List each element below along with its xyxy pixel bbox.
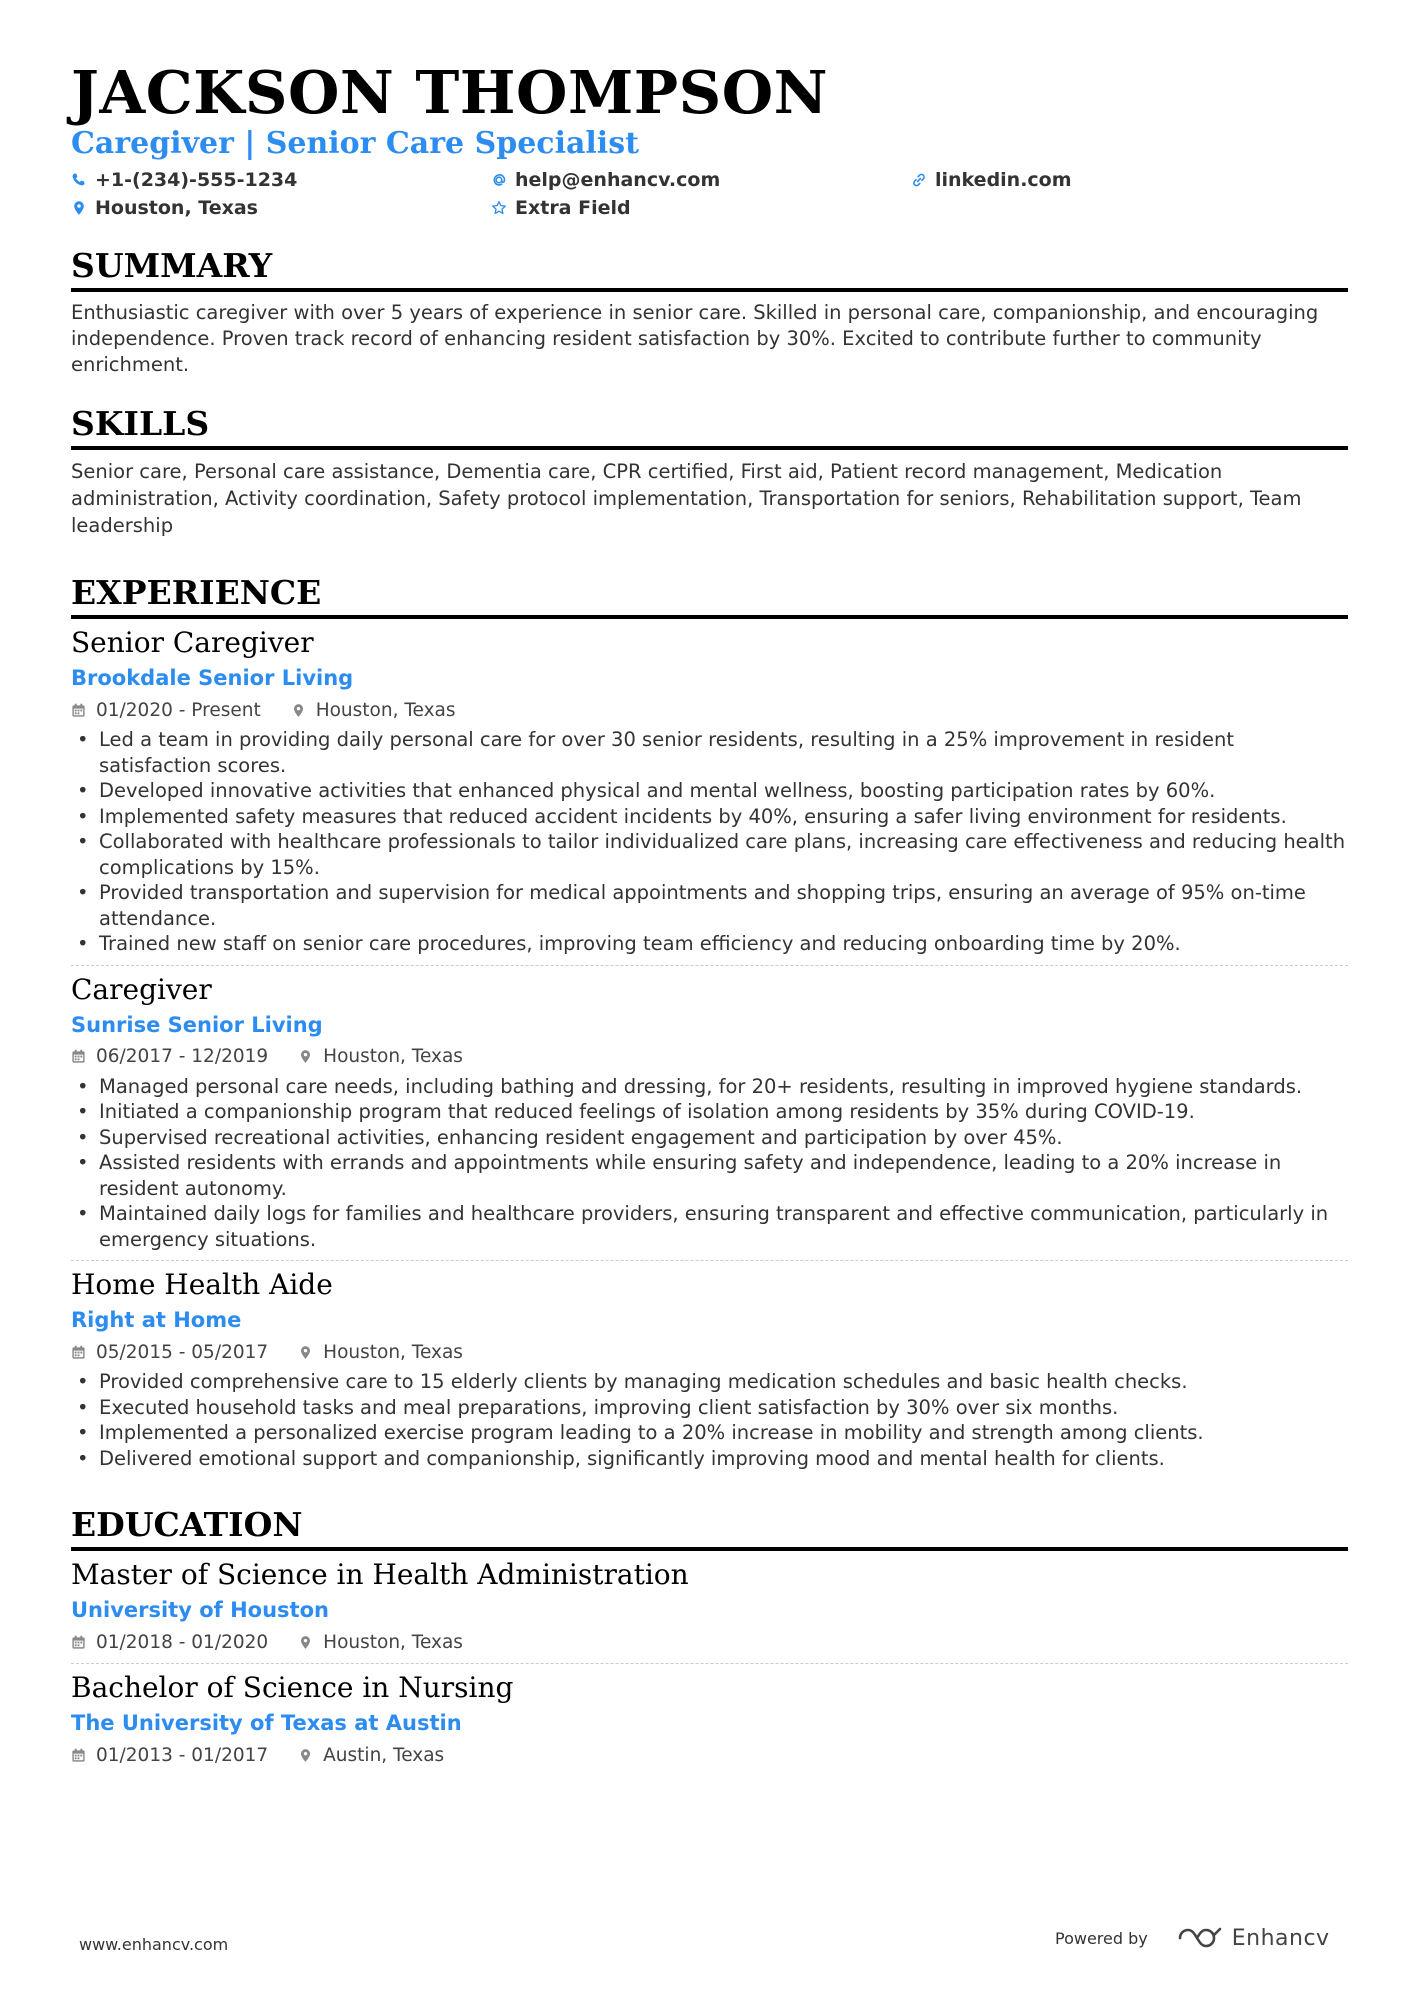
email-link[interactable]: help@enhancv.com [515, 169, 721, 191]
bullet-item: • Executed household tasks and meal preparations, improving client satisfaction by 30% over six months. [71, 1395, 1348, 1421]
brand-name: Enhancv [1231, 1925, 1330, 1951]
bullet-item: • Trained new staff on senior care procedures, improving team efficiency and reducing onboarding time by 20%. [71, 931, 1348, 957]
bullet-item: • Assisted residents with errands and appointments while ensuring safety and independence, leading to a 20% increase in resident autonomy. [71, 1150, 1348, 1201]
job-location: Houston, Texas [323, 1341, 463, 1363]
summary-text: Enthusiastic caregiver with over 5 years of experience in senior care. Skilled in personal care, companionship, and encouraging independence. Proven track record of enhancing resident satisfaction by 30%. Excited to contribute further to community enrichment. [71, 301, 1319, 376]
bullet-item: • Provided comprehensive care to 15 elderly clients by managing medication schedules and basic health checks. [71, 1369, 1348, 1395]
education-meta [71, 1742, 1348, 1768]
education-meta [71, 1629, 1348, 1655]
calendar-icon [71, 1748, 86, 1763]
education-location: Houston, Texas [323, 1631, 463, 1653]
calendar-icon [71, 703, 86, 718]
education-dates: 01/2013 - 01/2017 [96, 1744, 269, 1766]
calendar-icon [71, 1049, 86, 1064]
bullet-item: • Supervised recreational activities, enhancing resident engagement and participation by over 45%. [71, 1125, 1348, 1151]
education-entry [71, 1670, 1348, 1768]
job-location: Houston, Texas [315, 699, 456, 721]
map-pin-icon [71, 200, 87, 216]
company-name: Sunrise Senior Living [71, 1012, 323, 1037]
phone-text: +1-(234)-555-1234 [95, 169, 298, 191]
bullet-item: • Implemented safety measures that reduced accident incidents by 40%, ensuring a safer living environment for residents. [71, 804, 1348, 830]
job-dates: 05/2015 - 05/2017 [96, 1341, 269, 1363]
contact-info [71, 168, 1348, 220]
school-name: University of Houston [71, 1598, 329, 1622]
skills-text: Senior care, Personal care assistance, Dementia care, CPR certified, First aid, Patient record management, Medication administration, Activity coordination, Safety protocol implementation, Transportation for seniors, Rehabilitation support, Team leadership [71, 460, 1302, 537]
experience-heading: EXPERIENCE [71, 573, 1348, 619]
map-pin-icon [298, 1748, 313, 1763]
bullet-item: • Collaborated with healthcare professionals to tailor individualized care plans, increasing care effectiveness and reducing health complications by 15%. [71, 829, 1348, 880]
map-pin-icon [298, 1635, 313, 1650]
job-location-wrap [298, 1046, 463, 1067]
map-pin-icon [291, 703, 306, 718]
company-name: Right at Home [71, 1308, 242, 1332]
linkedin-link[interactable]: linkedin.com [935, 169, 1072, 191]
job-meta [71, 697, 1348, 723]
enhancv-logo-icon [1176, 1925, 1224, 1951]
bullet-item: • Led a team in providing daily personal care for over 30 senior residents, resulting in a 25% improvement in resident satisfaction scores. [71, 727, 1348, 778]
entry-divider [71, 1663, 1348, 1664]
education-dates: 01/2018 - 01/2020 [96, 1631, 269, 1653]
job-location: Houston, Texas [323, 1046, 463, 1067]
phone-icon [71, 172, 87, 188]
job-title: Senior Caregiver [71, 626, 314, 659]
powered-by-text: Powered by [1055, 1928, 1148, 1948]
map-pin-icon [298, 1345, 313, 1360]
link-icon [911, 172, 927, 188]
footer-website-link[interactable]: www.enhancv.com [79, 1935, 229, 1954]
bullet-item: • Delivered emotional support and companionship, significantly improving mood and mental health for clients. [71, 1446, 1348, 1472]
bullet-item: • Initiated a companionship program that reduced feelings of isolation among residents by 35% during COVID-19. [71, 1099, 1348, 1125]
job-meta [71, 1044, 1348, 1070]
candidate-name: JACKSON THOMPSON [71, 58, 829, 127]
location-text: Houston, Texas [95, 197, 258, 219]
education-heading: EDUCATION [71, 1505, 1348, 1551]
contact-linkedin[interactable] [911, 168, 1331, 192]
degree-title: Master of Science in Health Administration [71, 1558, 689, 1591]
company-name: Brookdale Senior Living [71, 666, 354, 690]
job-bullets [71, 727, 1348, 957]
bullet-item: • Developed innovative activities that enhanced physical and mental wellness, boosting participation rates by 60%. [71, 778, 1348, 804]
entry-divider [71, 1260, 1348, 1261]
bullet-item: • Provided transportation and supervision for medical appointments and shopping trips, ensuring an average of 95% on-time attendance. [71, 880, 1348, 931]
bullet-item: • Maintained daily logs for families and healthcare providers, ensuring transparent and effective communication, particularly in emergency situations. [71, 1201, 1348, 1252]
job-location-wrap [291, 700, 456, 721]
header [71, 58, 1348, 220]
summary-section [71, 246, 1348, 378]
education-location-wrap [298, 1632, 463, 1653]
experience-section [71, 573, 1348, 1471]
school-name: The University of Texas at Austin [71, 1711, 462, 1735]
education-entry [71, 1557, 1348, 1664]
experience-entry [71, 625, 1348, 966]
job-bullets [71, 1369, 1348, 1471]
job-title: Caregiver [71, 972, 212, 1006]
education-location-wrap [298, 1745, 444, 1766]
at-icon [491, 172, 507, 188]
education-section [71, 1505, 1348, 1768]
summary-heading: SUMMARY [71, 246, 1348, 292]
experience-entry [71, 1267, 1348, 1471]
degree-title: Bachelor of Science in Nursing [71, 1671, 514, 1704]
skills-heading: SKILLS [71, 404, 1348, 450]
bullet-item: • Implemented a personalized exercise program leading to a 20% increase in mobility and strength among clients. [71, 1420, 1348, 1446]
footer-branding[interactable] [1055, 1925, 1330, 1951]
resume-page [71, 58, 1348, 1768]
entry-divider [71, 965, 1348, 966]
job-bullets [71, 1074, 1348, 1253]
calendar-icon [71, 1635, 86, 1650]
skills-section [71, 404, 1348, 539]
bullet-item: • Managed personal care needs, including bathing and dressing, for 20+ residents, resulting in improved hygiene standards. [71, 1074, 1348, 1100]
contact-location [71, 196, 491, 220]
job-title: Home Health Aide [71, 1268, 333, 1301]
job-meta [71, 1339, 1348, 1365]
job-location-wrap [298, 1342, 463, 1363]
extra-field-text: Extra Field [515, 197, 631, 219]
map-pin-icon [298, 1049, 313, 1064]
calendar-icon [71, 1345, 86, 1360]
education-location: Austin, Texas [323, 1744, 445, 1766]
job-dates: 06/2017 - 12/2019 [96, 1046, 269, 1067]
contact-phone [71, 168, 491, 192]
experience-entry [71, 972, 1348, 1262]
candidate-role: Caregiver | Senior Care Specialist [71, 126, 639, 161]
contact-email[interactable] [491, 168, 911, 192]
star-icon [491, 200, 507, 216]
job-dates: 01/2020 - Present [96, 699, 261, 721]
contact-extra [491, 196, 911, 220]
